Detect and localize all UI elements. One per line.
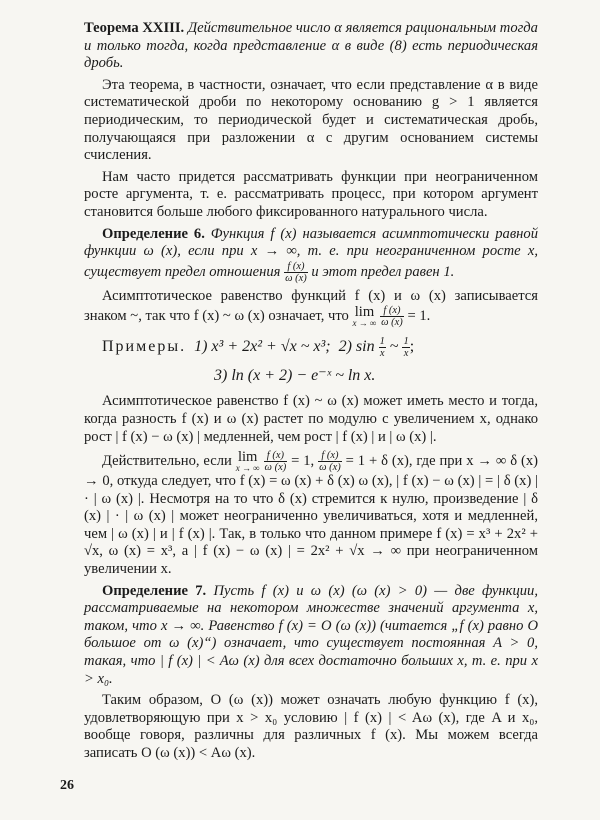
theorem-statement: Действительное число α является рациональным тогда и только тогда, когда представление α в виде (8) есть периодическая дробь. <box>84 20 538 72</box>
fraction-denominator: ω (x) <box>264 462 287 474</box>
p4-fraction-1 <box>264 450 288 473</box>
paragraph-indeed <box>84 450 538 579</box>
examples-row-2 <box>102 365 538 385</box>
fraction-numerator: f (x) <box>380 305 404 317</box>
fraction-denominator: ω (x) <box>319 462 341 474</box>
limit-subscript: x → ∞ <box>235 462 260 473</box>
paragraph-unbounded-growth: Нам часто придется рассматривать функции при неограниченном росте аргумента, т. е. рассматривать процесс, при котором аргумент становится больше любого фиксированного натурального числа. <box>84 168 538 220</box>
examples-block <box>84 336 538 385</box>
asym-text-a: Асимптотическое равенство функций f (x) и ω (x) записывается знаком ~, так что f (x) ~ ω (x) означает, что <box>84 287 538 325</box>
definition-6-text-a: Функция f (x) называется асимптотически равной функции ω (x), если при x → ∞, т. е. при неограниченном росте x, существует предел отношения <box>84 225 538 280</box>
p4-text-b: = 1, <box>291 452 315 469</box>
examples-label: Примеры. <box>102 338 187 356</box>
fraction-numerator: f (x) <box>284 261 308 273</box>
p4-text-a: Действительно, если <box>102 452 232 469</box>
paragraph-big-o: Таким образом, O (ω (x)) может означать любую функцию f (x), удовлетворяющую при x > x₀ условию | f (x) | < Aω (x), где A и x₀, вообще говоря, различны для различных f (x). Мы можем всегда записать O (ω (x)) < Aω (x). <box>84 692 538 761</box>
example-3: 3) ln (x + 2) − e⁻ˣ ~ ln x. <box>214 367 376 385</box>
example-2-fraction-1 <box>379 336 386 359</box>
limit-expression <box>235 448 260 473</box>
paragraph-asymptotic-notation <box>84 288 538 329</box>
limit-word: lim <box>237 448 258 465</box>
definition-6-fraction <box>284 261 308 284</box>
definition-6-label: Определение 6. <box>102 225 205 242</box>
p4-fraction-2 <box>318 450 342 473</box>
fraction-numerator: 1 <box>379 336 385 348</box>
paragraph-theorem-meaning: Эта теорема, в частности, означает, что если представление α в виде систематической дроби по некоторому основанию g > 1 является периодическим, то периодической будет и систематическая дробь, получающаяся при разложении α с другим основанием системы счисления. <box>84 76 538 164</box>
limit-expression <box>352 303 377 328</box>
definition-7 <box>84 583 538 689</box>
example-2-tilde: ~ <box>389 338 399 356</box>
limit-word: lim <box>354 303 375 320</box>
paragraph-difference-growth: Асимптотическое равенство f (x) ~ ω (x) может иметь место и тогда, когда разность f (x) и ω (x) растет по модулю с увеличением x, однако рост | f (x) − ω (x) | медленней, чем рост | f (x) | и | ω (x) |. <box>84 393 538 445</box>
definition-7-text: Пусть f (x) и ω (x) (ω (x) > 0) — две функции, рассматриваемые на некотором множестве значений аргумента x, таком, что x → ∞. Равенство f (x) = O (ω (x)) (читается „f (x) равно O большое от ω (x)“) означает, что существует постоянная A > 0, такая, что | f (x) | < Aω (x) для всех достаточно больших x, т. е. при x > x₀. <box>84 582 538 687</box>
p4-text-c: = 1 + δ (x), где при x → ∞ δ (x) → 0, откуда следует, что f (x) = ω (x) + δ (x) ω (x), | f (x) − ω (x) | = | δ (x) | · | ω (x) |. Несмотря на то что δ (x) стремится к нулю, произведение | δ (x) | · | ω (x) | может неограниченно увеличиваться, хотя и медленней, чем | ω (x) | и | f (x) |. Так, в только что данном примере f (x) = x³ + 2x² + √x, ω (x) = x³, а | f (x) − ω (x) | = 2x² + √x → ∞ при неограниченном увеличении x. <box>84 452 538 578</box>
definition-6 <box>84 226 538 284</box>
example-2-fraction-2 <box>402 336 409 359</box>
fraction-denominator: x <box>379 348 385 360</box>
theorem-xxiii <box>84 20 538 73</box>
limit-subscript: x → ∞ <box>352 317 377 328</box>
asym-fraction <box>380 305 404 328</box>
fraction-denominator: ω (x) <box>285 272 307 284</box>
fraction-denominator: ω (x) <box>381 317 403 329</box>
fraction-denominator: x <box>403 348 409 360</box>
asym-text-b: = 1. <box>407 308 431 325</box>
example-2-end: ; <box>409 338 415 356</box>
fraction-numerator: 1 <box>403 336 409 348</box>
example-1: 1) x³ + 2x² + √x ~ x³; <box>194 338 331 356</box>
fraction-numerator: f (x) <box>318 450 342 462</box>
definition-7-label: Определение 7. <box>102 582 207 599</box>
examples-row-1 <box>102 336 538 359</box>
example-2-sin: 2) sin <box>338 338 375 356</box>
theorem-label: Теорема XXIII. <box>84 20 185 36</box>
page-number: 26 <box>60 778 74 793</box>
fraction-numerator: f (x) <box>264 450 288 462</box>
definition-6-text-b: и этот предел равен 1. <box>311 263 455 280</box>
